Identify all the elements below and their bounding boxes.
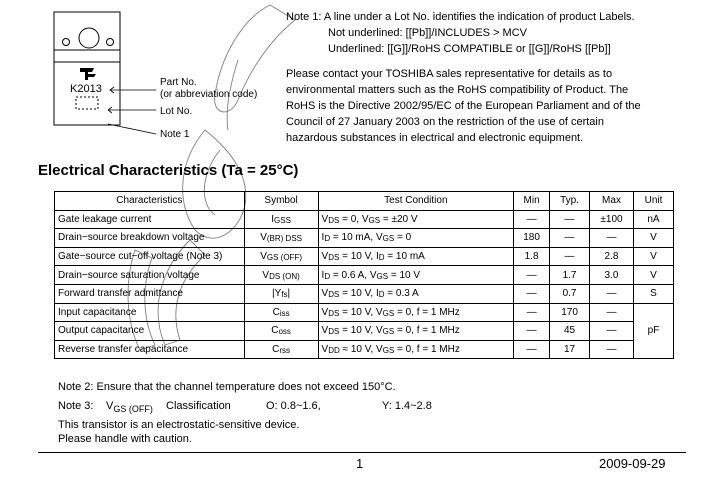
note3-label: Note 3: <box>58 400 94 412</box>
cell-max: — <box>590 284 634 303</box>
cell-characteristic: Forward transfer admittance <box>55 284 245 303</box>
table-row <box>55 247 674 266</box>
cell-max: — <box>590 229 634 248</box>
footer-divider <box>38 452 686 453</box>
cell-characteristic: Drain−source breakdown voltage <box>55 229 245 248</box>
table-row <box>55 340 674 359</box>
callout-arrows <box>108 80 168 140</box>
cell-typ: 0.7 <box>550 284 590 303</box>
cell-max: ±100 <box>590 210 634 229</box>
header-symbol: Symbol <box>244 192 318 211</box>
cell-min: — <box>514 322 550 341</box>
cell-min: — <box>514 340 550 359</box>
cell-unit: V <box>633 266 673 285</box>
cell-min: 1.8 <box>514 247 550 266</box>
table-row <box>55 229 674 248</box>
note3-y-range: Y: 1.4~2.8 <box>382 400 432 412</box>
cell-characteristic: Output capacitance <box>55 322 245 341</box>
table-row <box>55 284 674 303</box>
cell-symbol: $C_{oss}$ <box>244 322 318 341</box>
esd-warning-line2: Please handle with caution. <box>58 433 192 445</box>
cell-max: 3.0 <box>590 266 634 285</box>
cell-characteristic: Input capacitance <box>55 303 245 322</box>
part-no-label: Part No. <box>160 77 197 88</box>
cell-unit: S <box>633 284 673 303</box>
part-marking: K2013 <box>70 83 102 95</box>
cell-min: 180 <box>514 229 550 248</box>
page-number: 1 <box>356 456 364 471</box>
cell-symbol: $C_{rss}$ <box>244 340 318 359</box>
cell-test-condition: $V_{DS} = 10$ V, $V_{GS} = 0$, f = 1 MHz <box>318 303 514 322</box>
rohs-para-line1: Please contact your TOSHIBA sales representative for details as to <box>286 68 613 80</box>
table-row <box>55 303 674 322</box>
cell-test-condition: $V_{DS} = 10$ V, $V_{GS} = 0$, f = 1 MHz <box>318 322 514 341</box>
header-characteristics: Characteristics <box>55 192 245 211</box>
note3-classification: Classification <box>166 400 231 412</box>
part-no-sub-label: (or abbreviation code) <box>160 89 258 100</box>
lot-no-label: Lot No. <box>160 106 193 117</box>
cell-typ: — <box>550 247 590 266</box>
cell-typ: — <box>550 229 590 248</box>
note1-line2: Not underlined: [[Pb]]/INCLUDES > MCV <box>328 27 527 39</box>
esd-warning-line1: This transistor is an electrostatic-sensitive device. <box>58 419 300 431</box>
cell-typ: 170 <box>550 303 590 322</box>
table-header-row <box>55 192 674 211</box>
header-test-condition: Test Condition <box>318 192 514 211</box>
cell-unit: pF <box>633 303 673 359</box>
cell-symbol: $V_{DS (ON)}$ <box>244 266 318 285</box>
section-title: Electrical Characteristics (Ta = 25°C) <box>38 162 299 179</box>
cell-typ: 1.7 <box>550 266 590 285</box>
header-typ: Typ. <box>550 192 590 211</box>
cell-characteristic: Gate leakage current <box>55 210 245 229</box>
note1-label: Note 1 <box>160 129 190 140</box>
cell-min: — <box>514 303 550 322</box>
cell-characteristic: Gate−source cut−off voltage (Note 3) <box>55 247 245 266</box>
cell-min: — <box>514 284 550 303</box>
table-row <box>55 322 674 341</box>
cell-typ: 45 <box>550 322 590 341</box>
cell-test-condition: $I_D = 10$ mA, $V_{GS} = 0$ <box>318 229 514 248</box>
header-unit: Unit <box>633 192 673 211</box>
footer-date: 2009-09-29 <box>599 456 666 471</box>
cell-test-condition: $V_{DS} = 0$, $V_{GS} = \pm 20$ V <box>318 210 514 229</box>
note1-line3: Underlined: [[G]]/RoHS COMPATIBLE or [[G]]/RoHS [[Pb]] <box>328 43 611 55</box>
rohs-para-line5: hazardous substances in electrical and electronic equipment. <box>286 132 584 144</box>
header-min: Min <box>514 192 550 211</box>
cell-test-condition: $V_{DS} = 10$ V, $I_D = 10$ mA <box>318 247 514 266</box>
cell-min: — <box>514 210 550 229</box>
rohs-para-line2: environmental matters such as the RoHS compatibility of Product. The <box>286 84 629 96</box>
table-row <box>55 266 674 285</box>
note2-text: Note 2: Ensure that the channel temperature does not exceed 150°C. <box>58 381 396 393</box>
header-max: Max <box>590 192 634 211</box>
cell-symbol: $I_{GSS}$ <box>244 210 318 229</box>
cell-max: — <box>590 340 634 359</box>
electrical-characteristics-table <box>54 191 674 359</box>
cell-test-condition: $V_{DD} \approx 10$ V, $V_{GS} = 0$, f = 1 MHz <box>318 340 514 359</box>
cell-characteristic: Drain−source saturation voltage <box>55 266 245 285</box>
cell-typ: — <box>550 210 590 229</box>
note1-line1: Note 1: A line under a Lot No. identifies the indication of product Labels. <box>286 11 635 23</box>
cell-max: — <box>590 303 634 322</box>
cell-unit: V <box>633 229 673 248</box>
rohs-para-line3: RoHS is the Directive 2002/95/EC of the European Parliament and of the <box>286 100 641 112</box>
cell-unit: V <box>633 247 673 266</box>
cell-max: — <box>590 322 634 341</box>
note3-o-range: O: 0.8~1.6, <box>266 400 321 412</box>
cell-symbol: $C_{iss}$ <box>244 303 318 322</box>
cell-typ: 17 <box>550 340 590 359</box>
cell-min: — <box>514 266 550 285</box>
table-row <box>55 210 674 229</box>
note3-symbol: $V_{GS (OFF)}$ <box>106 400 153 415</box>
cell-symbol: $|Y_{fs}|$ <box>244 284 318 303</box>
cell-test-condition: $I_D = 0.6$ A, $V_{GS} = 10$ V <box>318 266 514 285</box>
cell-unit: nA <box>633 210 673 229</box>
rohs-para-line4: Council of 27 January 2003 on the restriction of the use of certain <box>286 116 604 128</box>
cell-symbol: $V_{GS (OFF)}$ <box>244 247 318 266</box>
cell-symbol: $V_{(BR) DSS}$ <box>244 229 318 248</box>
cell-max: 2.8 <box>590 247 634 266</box>
cell-characteristic: Reverse transfer capacitance <box>55 340 245 359</box>
cell-test-condition: $V_{DS} = 10$ V, $I_D = 0.3$ A <box>318 284 514 303</box>
